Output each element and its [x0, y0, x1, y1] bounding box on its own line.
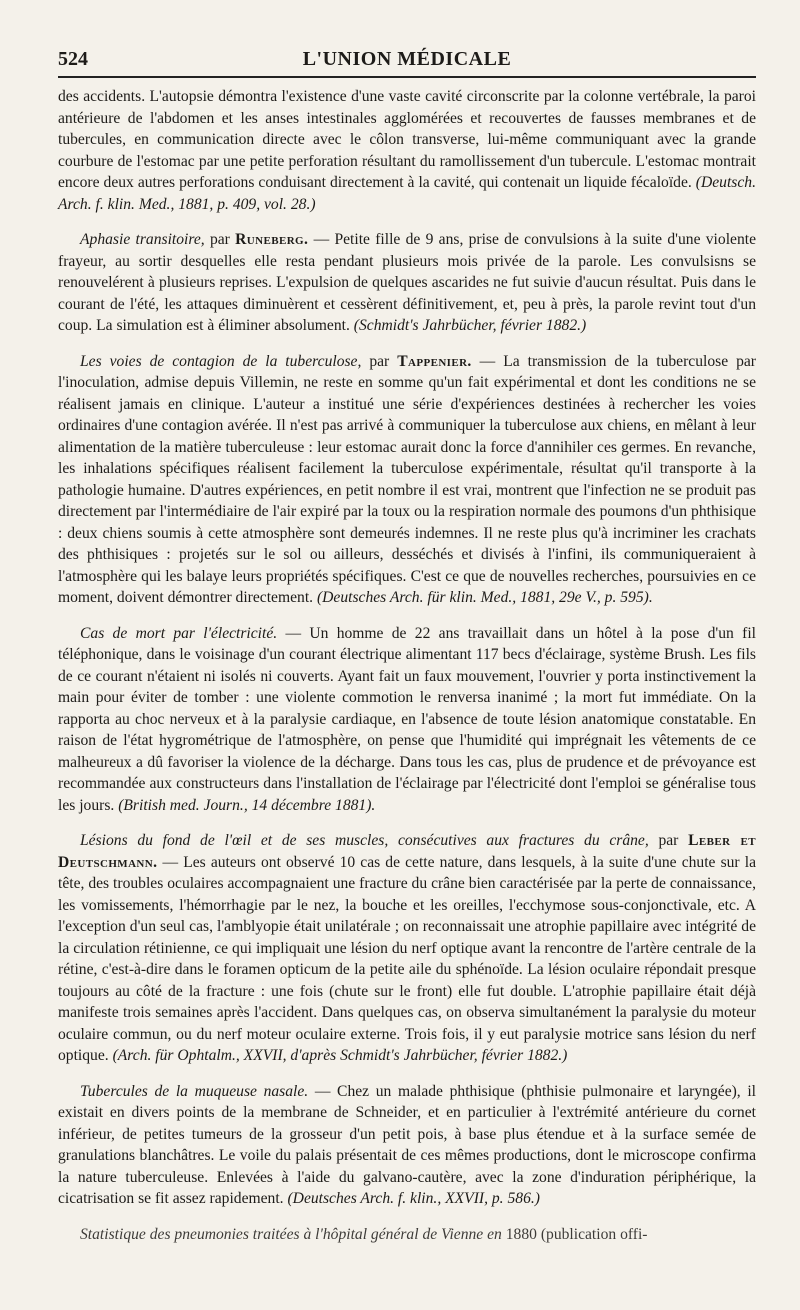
article-content — [58, 86, 756, 1245]
paragraph-body: — Un homme de 22 ans travaillait dans un hôtel à la pose d'un fil téléphonique, dans le voisinage d'un courant électrique alimentant 117 becs d'éclairage, système Brush. Les fils de ce courant n'étaient ni isolés ni couverts. Ayant fait un faux mouvement, l'ouvrier y porta instinctivement la main pour éviter de tomber : une violente commotion le renversa inanimé ; la mort fut immédiate. On la rapporta au choc nerveux et à la paralysie cardiaque, en l'absence de toute lésion anatomique constatable. En raison de l'état hygrométrique de l'atmosphère, on pense que l'humidité qui imprégnait les vêtements de ce malheureux a dû favoriser la violence de la décharge. Dans tous les cas, plus de prudence et de prévoyance est recommandée aux constructeurs dans l'installation de l'éclairage par l'électricité dont l'emploi se généralise tous les jours. — [58, 624, 756, 814]
paragraph-electricite — [58, 623, 756, 817]
paragraph-author: Leber et Deutschmann. — [58, 832, 756, 871]
paragraph-body: — Chez un malade phthisique (phthisie pulmonaire et laryngée), il existait en divers points de la membrane de Schneider, et en particulier à l'extrémité antérieure du cornet inférieur, de petites tumeurs de la grosseur d'un petit pois, à base plus étendue et à la surface semée de granulations blanchâtres. Le voile du palais présentait de ces mêmes productions, dont le microscope confirma la nature tuberculeuse. Enlevées à l'aide du galvano-cautère, avec la zone d'induration périphérique, la cicatrisation se fit assez rapidement. — [58, 1082, 756, 1207]
paragraph-lead: Statistique des pneumonies traitées à l'hôpital général de Vienne en — [80, 1225, 502, 1243]
paragraph-source: (British med. Journ., 14 décembre 1881). — [118, 796, 376, 814]
paragraph-lead: Tubercules de la muqueuse nasale. — [80, 1082, 309, 1100]
paragraph-body: — Les auteurs ont observé 10 cas de cette nature, dans lesquels, à la suite d'une chute sur la tête, des troubles oculaires accompagnaient une fracture du crâne bien caractérisée par la perte de connaissance, les vomissements, l'hémorrhagie par le nez, la bouche et les oreilles, l'ecchymose sous-conjonctivale, etc. A l'exception d'un seul cas, l'amblyopie était unilatérale ; on reconnaissait une atrophie papillaire avec intégrité de la circulation rétinienne, ce qui impliquait une lésion du nerf optique avant la rencontre de l'artère centrale de la rétine, c'est-à-dire dans le foramen opticum de la petite aile du sphénoïde. La lésion oculaire répondait presque toujours au côté de la fracture : une fois (chute sur le front) elle fut double. L'atrophie papillaire était déjà manifeste trois semaines après l'accident. Dans quelques cas, on observa simultanément la paralysie du moteur oculaire commun, ou du nerf moteur oculaire externe. Trois fois, il y eut paralysie motrice sans lésion du nerf optique. — [58, 853, 756, 1064]
paragraph-author: Tappenier. — [397, 352, 472, 370]
paragraph-source: (Deutsches Arch. für klin. Med., 1881, 29e V., p. 595). — [316, 589, 653, 606]
paragraph-source: (Arch. für Ophtalm., XXVII, d'après Schmidt's Jahrbücher, février 1882.) — [112, 1047, 568, 1064]
paragraph-body: — Petite fille de 9 ans, prise de convulsions à la suite d'une violente frayeur, au sortir desquelles elle resta pendant plusieurs mois privée de la parole. Les convulsisns se renouvelérent à plusieurs reprises. L'expulsion de quelques ascarides ne fut suivie d'aucun résultat. Puis dans le courant de l'été, les attaques diminuèrent et cessèrent définitivement, et, peu à près, la parole revint tout d'un coup. La simulation est à éliminer absolument. — [58, 231, 756, 334]
running-title: L'UNION MÉDICALE — [302, 48, 512, 70]
paragraph-body: 1880 (publication offi- — [501, 1225, 648, 1243]
paragraph-author: Runeberg. — [235, 231, 309, 248]
paragraph-body: — La transmission de la tuberculose par l'inoculation, admise depuis Villemin, ne reste en somme qu'un fait expérimental et dont les conditions ne se réalisent jamais en clinique. L'auteur a institué une série d'expériences destinées à rechercher les voies ordinaires d'une contagion avérée. Il n'est pas arrivé à communiquer la tuberculose aux chiens, en mêlant à leur alimentation de la matière tuberculeuse : leur estomac aurait donc la force d'annihiler ces germes. En revanche, les inhalations spécifiques réalisent facilement la tuberculose expérimentale, résultat qu'il transporte à la pathologie humaine. D'autres expériences, en petit nombre il est vrai, montrent que l'infection ne se produit pas directement par l'intermédiaire de l'air expiré par la toux ou la respiration normale des poumons d'un phthisique : deux chiens soumis à cette atmosphère sont demeurés indemnes. Il ne reste plus qu'à incriminer les crachats des phthisiques : projetés sur le sol ou ailleurs, desséchés et divisés à l'infini, ils communiqueraient à l'atmosphère qui les balaye leurs propriétés spécifiques. C'est ce que de nouvelles recherches, poursuivies en ce moment, doivent démontrer directement. — [58, 352, 756, 606]
paragraph-lead: Cas de mort par l'électricité. — [80, 624, 278, 642]
paragraph-source: (Deutsches Arch. f. klin., XXVII, p. 586.) — [287, 1190, 540, 1207]
paragraph-body: des accidents. L'autopsie démontra l'existence d'une vaste cavité circonscrite par la colonne vertébrale, la paroi antérieure de l'abdomen et les anses intestinales agglomérées et recouvertes de fausses membranes et de tubercules, en communication directe avec le côlon transverse, lui-même communiquant avec la grande courbure de l'estomac par une petite perforation résultant du ramollissement d'un tubercule. L'estomac montrait encore deux autres perforations conduisant directement à la cavité, qui contenait un liquide fécaloïde. — [58, 88, 756, 191]
paragraph-contagion: Les voies de contagion de la tuberculose, par Tappenier. — La transmission de la tuberculose par l'inoculation, admise depuis Villemin, ne reste en somme qu'un fait expérimental et dont les conditions ne se réalisent jamais en clinique. L'auteur a institué une série d'expériences destinées à rechercher les voies ordinaires d'une contagion avérée. Il n'est pas arrivé à communiquer la tuberculose aux chiens, en mêlant à leur alimentation de la matière tuberculeuse : leur estomac aurait donc la force d'annihiler ces germes. En revanche, les inhalations spécifiques réalisent facilement la tuberculose expérimentale, résultat qu'il transporte à la pathologie humaine. D'autres expériences, en petit nombre il est vrai, montrent que l'infection ne se produit pas directement par l'intermédiaire de l'air expiré par la toux ou la respiration normale des poumons d'un phthisique : deux chiens soumis à cette atmosphère sont demeurés indemnes. Il ne reste plus qu'à incriminer les crachats des phthisiques : projetés sur le sol ou ailleurs, desséchés et divisés à l'infini, ils communiqueraient à l'atmosphère qui les balaye leurs propriétés spécifiques. C'est ce que de nouvelles recherches, poursuivies en ce moment, doivent démontrer directement. (Deutsches Arch. für klin. Med., 1881, 29e V., p. 595). — [58, 352, 756, 606]
page-header — [58, 44, 756, 78]
paragraph-aphasie: Aphasie transitoire, par Runeberg. — Petite fille de 9 ans, prise de convulsions à la suite d'une violente frayeur, au sortir desquelles elle resta pendant plusieurs mois privée de la parole. Les convulsisns se renouvelérent à plusieurs reprises. L'expulsion de quelques ascarides ne fut suivie d'aucun résultat. Puis dans le courant de l'été, les attaques diminuèrent et cessèrent définitivement, et, peu à près, la parole revint tout d'un coup. La simulation est à éliminer absolument. (Schmidt's Jahrbücher, février 1882.) — [58, 231, 756, 334]
paragraph-source: (Deutsch. Arch. f. klin. Med., 1881, p. 409, vol. 28.) — [58, 174, 756, 213]
paragraph-lesions: Lésions du fond de l'œil et de ses muscles, consécutives aux fractures du crâne, par Leber et Deutschmann. — Les auteurs ont observé 10 cas de cette nature, dans lesquels, à la suite d'une chute sur la tête, des troubles oculaires accompagnaient une fracture du crâne bien caractérisée par la perte de connaissance, les vomissements, l'hémorrhagie par le nez, la bouche et les oreilles, l'ecchymose sous-conjonctivale, etc. A l'exception d'un seul cas, l'amblyopie était unilatérale ; on reconnaissait une atrophie papillaire avec intégrité de la circulation rétinienne, ce qui impliquait une lésion du nerf optique avant la rencontre de l'artère centrale de la rétine, c'est-à-dire dans le foramen opticum de la petite aile du sphénoïde. La lésion oculaire répondait presque toujours au côté de la fracture : une fois (chute sur le front) elle fut double. L'atrophie papillaire était déjà manifeste trois semaines après l'accident. Dans quelques cas, on observa simultanément la paralysie du moteur oculaire commun, ou du nerf moteur oculaire externe. Trois fois, il y eut paralysie motrice sans lésion du nerf optique. (Arch. für Ophtalm., XXVII, d'après Schmidt's Jahrbücher, février 1882.) — [58, 832, 756, 1064]
paragraph-lead: Lésions du fond de l'œil et de ses muscles, consécutives aux fractures du crâne, — [80, 832, 649, 849]
page-number: 524 — [58, 48, 88, 70]
paragraph-autopsy — [58, 86, 756, 215]
paragraph-source: (Schmidt's Jahrbücher, février 1882.) — [353, 317, 587, 334]
paragraph-statistique — [58, 1224, 756, 1246]
paragraph-lead: Les voies de contagion de la tuberculose, — [80, 352, 362, 370]
paragraph-tubercules — [58, 1081, 756, 1210]
paragraph-lead: Aphasie transitoire, — [80, 231, 205, 248]
